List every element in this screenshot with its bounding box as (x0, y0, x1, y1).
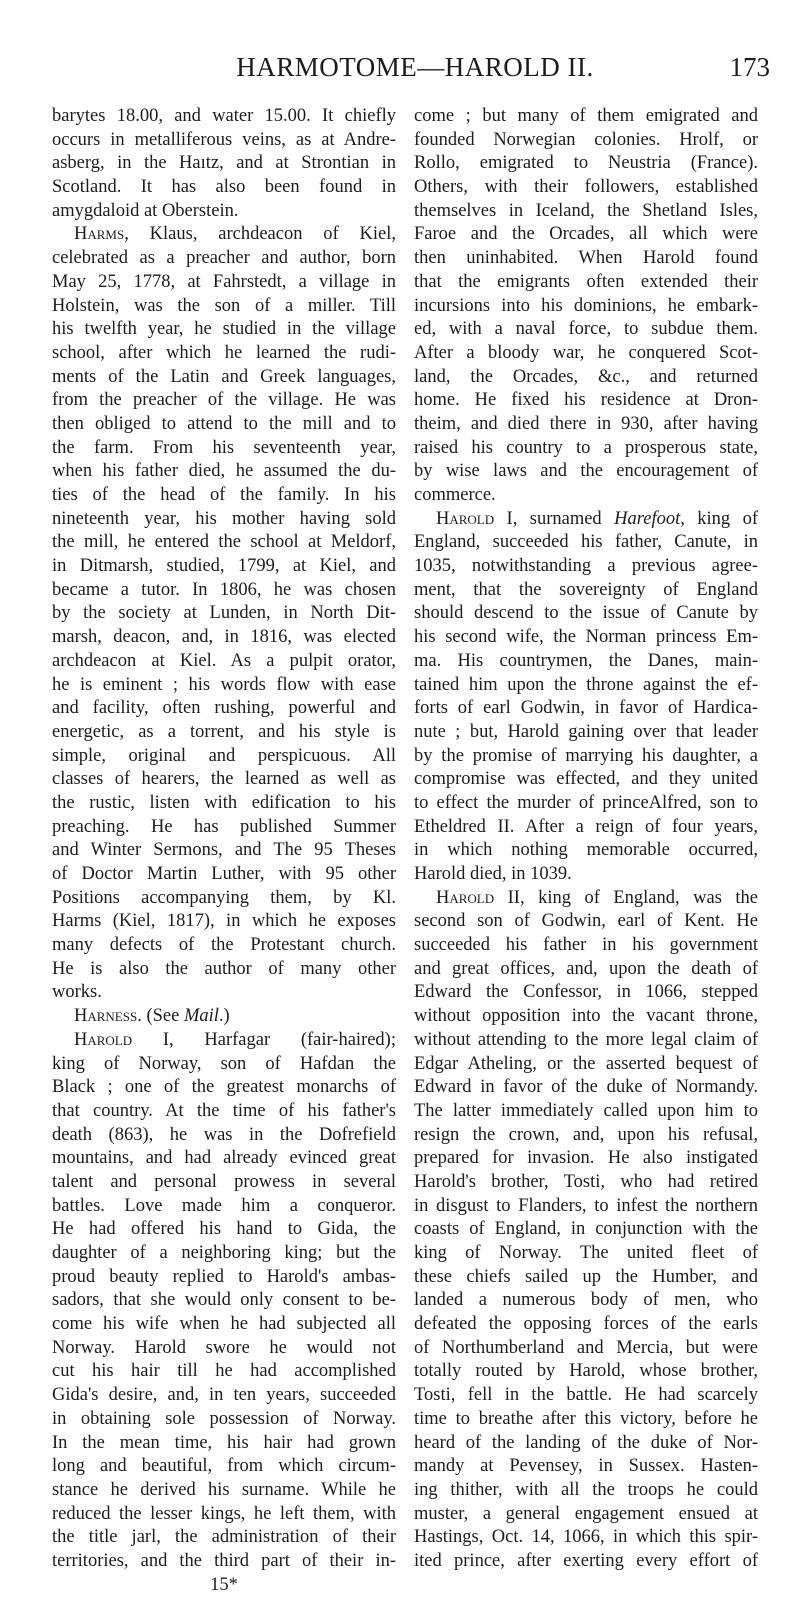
text-line: occurs in metalliferous veins, as at Andre- (52, 129, 396, 150)
text-line: Harold II, king of England, was the (436, 887, 758, 908)
text-line: in disgust to Flanders, to infest the northern (414, 1195, 758, 1216)
text-line: tained him upon the throne against the ef- (414, 674, 758, 695)
text-line: proud beauty replied to Harold's ambas- (52, 1266, 396, 1287)
text-line: Harold died, in 1039. (414, 864, 572, 884)
text-line: Harms (Kiel, 1817), in which he exposes (52, 911, 396, 932)
text-line: prepared for invasion. He also instigated (414, 1148, 758, 1169)
text-line: simple, original and perspicuous. All (52, 745, 396, 766)
text-line: ing thither, with all the troops he could (414, 1479, 758, 1500)
text-line: He is also the author of many other (52, 958, 396, 979)
text-line: Norway. Harold swore he would not (52, 1337, 396, 1358)
text-line: ments of the Latin and Greek languages, (52, 366, 396, 387)
text-line: school, after which he learned the rudi- (52, 342, 396, 363)
text-line: and Winter Sermons, and The 95 Theses (52, 840, 396, 861)
text-line: of Northumberland and Mercia, but were (414, 1337, 758, 1358)
text-line: ited prince, after exerting every effort of (414, 1550, 758, 1571)
text-line: the farm. From his seventeenth year, (52, 437, 396, 458)
text-line: that the emigrants often extended their (414, 271, 758, 292)
text-line: stance he derived his surname. While he (52, 1479, 396, 1500)
text-line: ma. His countrymen, the Danes, main- (414, 650, 758, 671)
text-line: when his father died, he assumed the du- (52, 461, 396, 482)
text-line: forts of earl Godwin, in favor of Hardica- (414, 698, 758, 719)
text-line: Etheldred II. After a reign of four years, (414, 816, 758, 837)
text-line: defeated the opposing forces of the earls (414, 1314, 758, 1335)
text-line: death (863), he was in the Dofrefield (52, 1124, 396, 1145)
text-line: Faroe and the Orcades, all which were (414, 224, 758, 245)
text-line: Positions accompanying them, by Kl. (52, 887, 396, 908)
text-line: He had offered his hand to Gida, the (52, 1219, 396, 1240)
text-line: Hastings, Oct. 14, 1066, in which this spir- (414, 1527, 758, 1548)
text-line: territories, and the third part of their in- (52, 1550, 396, 1571)
text-line: come his wife when he had subjected all (52, 1314, 396, 1335)
text-line: land, the Orcades, &c., and returned (414, 366, 758, 387)
text-line: in obtaining sole possession of Norway. (52, 1408, 396, 1429)
text-line: ties of the head of the family. In his (52, 485, 396, 505)
text-line: Edward the Confessor, in 1066, stepped (414, 982, 758, 1003)
text-line: Holstein, was the son of a miller. Till (52, 295, 396, 316)
text-line: and great offices, and, upon the death of (414, 958, 758, 979)
text-line: these chiefs sailed up the Humber, and (414, 1266, 758, 1287)
text-line: Harold's brother, Tosti, who had retired (414, 1171, 758, 1192)
text-line: mountains, and had already evinced great (52, 1148, 396, 1169)
text-line: nute ; but, Harold gaining over that leader (414, 721, 758, 742)
text-line: king of Norway. The united fleet of (414, 1243, 758, 1263)
text-line: in which nothing memorable occurred, (414, 840, 758, 861)
text-line: ment, that the sovereignty of England (414, 579, 758, 600)
text-line: works. (52, 982, 102, 1003)
page-header (60, 52, 770, 86)
text-line: Edgar Atheling, or the asserted bequest of (414, 1053, 758, 1074)
text-line: long and beautiful, from which circum- (52, 1456, 396, 1477)
text-line: to effect the murder of princeAlfred, son to (414, 792, 758, 813)
text-line: mandy at Pevensey, in Sussex. Hasten- (414, 1456, 758, 1477)
text-line: became a tutor. In 1806, he was chosen (52, 579, 396, 600)
text-line: Harold I, surnamed Harefoot, king of (436, 508, 758, 529)
right-column (414, 105, 758, 1574)
text-line: by wise laws and the encouragement of (414, 461, 758, 482)
text-line: celebrated as a preacher and author, born (52, 248, 396, 269)
text-line: he is eminent ; his words flow with ease (52, 674, 396, 695)
text-line: classes of hearers, the learned as well as (52, 769, 396, 790)
text-line: theim, and died there in 930, after having (414, 413, 758, 434)
text-line: come ; but many of them emigrated and (414, 106, 758, 126)
left-column (52, 105, 396, 1597)
text-line: Harms, Klaus, archdeacon of Kiel, (74, 224, 396, 245)
text-line: Harold I, Harfagar (fair-haired); (74, 1029, 396, 1050)
text-line: raised his country to a prosperous state, (414, 437, 758, 458)
text-line: without attending to the more legal claim of (414, 1029, 758, 1050)
text-line: by the society at Lunden, in North Dit- (52, 603, 396, 624)
text-line: cut his hair till he had accomplished (52, 1361, 396, 1382)
text-line: incursions into his dominions, he embark- (414, 295, 758, 316)
text-line: time to breathe after this victory, before he (414, 1408, 758, 1429)
text-line: second son of Godwin, earl of Kent. He (414, 911, 758, 932)
text-line: marsh, deacon, and, in 1816, was elected (52, 627, 396, 648)
text-line: talent and personal prowess in several (52, 1171, 396, 1192)
text-line: asberg, in the Haıtz, and at Strontian in (52, 153, 396, 174)
text-line: king of Norway, son of Hafdan the (52, 1053, 396, 1074)
text-line: by the promise of marrying his daughter, a (414, 745, 758, 766)
text-line: of Doctor Martin Luther, with 95 other (52, 864, 396, 884)
text-line: from the preacher of the village. He was (52, 390, 396, 411)
text-line: reduced the lesser kings, he left them, with (52, 1503, 396, 1524)
text-line: battles. Love made him a conqueror. (52, 1195, 396, 1216)
text-line: nineteenth year, his mother having sold (52, 508, 396, 529)
text-line: Harness. (See Mail.) (74, 1006, 230, 1027)
running-head: HARMOTOME—HAROLD II. (236, 52, 594, 82)
text-line: archdeacon at Kiel. As a pulpit orator, (52, 650, 396, 671)
text-line: amygdaloid at Oberstein. (52, 200, 239, 221)
text-line: May 25, 1778, at Fahrstedt, a village in (52, 271, 396, 292)
text-line: In the mean time, his hair had grown (52, 1432, 396, 1453)
text-line: barytes 18.00, and water 15.00. It chiefly (52, 106, 396, 126)
text-line: home. He fixed his residence at Dron- (414, 390, 758, 411)
text-line: heard of the landing of the duke of Nor- (414, 1432, 758, 1453)
text-line: sadors, that she would only consent to be- (52, 1290, 396, 1311)
text-line: compromise was effected, and they united (414, 769, 758, 790)
text-line: then uninhabited. When Harold found (414, 248, 758, 269)
signature-mark: 15* (210, 1574, 238, 1595)
text-line: many defects of the Protestant church. (52, 935, 396, 956)
text-line: Rollo, emigrated to Neustria (France). (414, 153, 758, 174)
text-line: that country. At the time of his father's (52, 1100, 396, 1121)
text-line: ed, with a naval force, to subdue them. (414, 319, 758, 340)
text-line: then obliged to attend to the mill and to (52, 413, 396, 434)
text-line: should descend to the issue of Canute by (414, 603, 758, 624)
text-line: succeeded his father in his government (414, 935, 758, 956)
text-line: his second wife, the Norman princess Em- (414, 627, 758, 648)
text-line: England, succeeded his father, Canute, in (414, 532, 758, 553)
text-line: his twelfth year, he studied in the village (52, 319, 396, 340)
text-line: resign the crown, and, upon his refusal, (414, 1124, 758, 1145)
text-line: commerce. (414, 485, 496, 505)
text-line: coasts of England, in conjunction with the (414, 1219, 758, 1240)
text-line: founded Norwegian colonies. Hrolf, or (414, 129, 758, 150)
text-line: Black ; one of the greatest monarchs of (52, 1077, 396, 1098)
text-line: energetic, as a torrent, and his style is (52, 721, 396, 742)
text-line: themselves in Iceland, the Shetland Isles, (414, 200, 758, 221)
text-line: the title jarl, the administration of their (52, 1527, 396, 1548)
text-line: 1035, notwithstanding a previous agree- (414, 556, 758, 577)
text-line: Others, with their followers, established (414, 177, 758, 198)
text-line: the rustic, listen with edification to his (52, 792, 396, 813)
text-line: Scotland. It has also been found in (52, 177, 396, 198)
text-line: Edward in favor of the duke of Normandy. (414, 1077, 758, 1098)
text-line: in Ditmarsh, studied, 1799, at Kiel, and (52, 556, 396, 577)
text-line: Gida's desire, and, in ten years, succeeded (52, 1385, 396, 1406)
text-line: landed a numerous body of men, who (414, 1290, 758, 1311)
text-line: daughter of a neighboring king; but the (52, 1243, 396, 1263)
page-number: 173 (729, 52, 770, 82)
text-line: Tosti, fell in the battle. He had scarcely (414, 1385, 758, 1406)
text-line: and facility, often rushing, powerful and (52, 698, 396, 719)
text-line: The latter immediately called upon him to (414, 1100, 758, 1121)
text-line: the mill, he entered the school at Meldorf, (52, 532, 396, 553)
text-line: totally routed by Harold, whose brother, (414, 1361, 758, 1382)
text-line: muster, a general engagement ensued at (414, 1503, 758, 1524)
text-line: After a bloody war, he conquered Scot- (414, 342, 758, 363)
text-line: without opposition into the vacant throne, (414, 1006, 758, 1027)
text-line: preaching. He has published Summer (52, 816, 396, 837)
